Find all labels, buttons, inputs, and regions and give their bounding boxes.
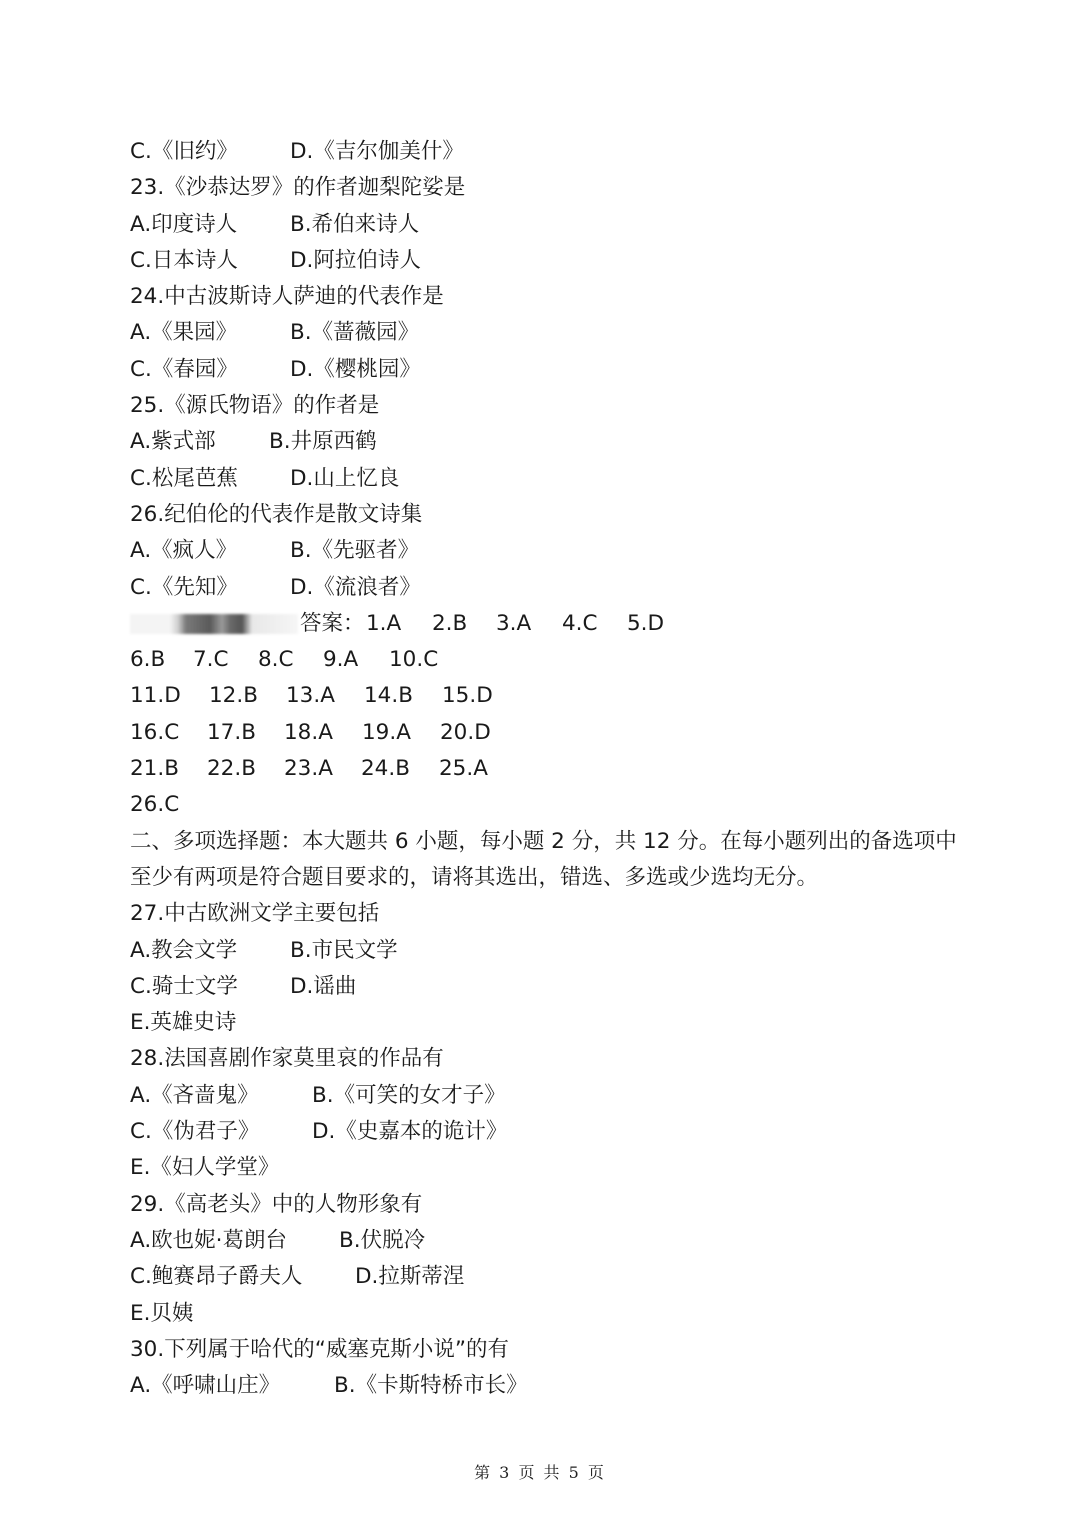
- option-line: [130, 1368, 970, 1404]
- option-b: D.《樱桃园》: [290, 356, 421, 382]
- answer-item: 11.D: [130, 683, 181, 709]
- option-b: D.山上忆良: [290, 465, 400, 491]
- question-26: 26.纪伯伦的代表作是散文诗集: [130, 501, 423, 527]
- option-b: D.《史嘉本的诡计》: [312, 1119, 508, 1145]
- answer-row: [130, 642, 970, 678]
- section-heading: 二、多项选择题：本大题共 6 小题，每小题 2 分，共 12 分。在每小题列出的备选项中: [130, 828, 957, 854]
- question-30: 30.下列属于哈代的“威塞克斯小说”的有: [130, 1336, 509, 1362]
- answer-item: 23.A: [284, 756, 333, 782]
- answer-item: 26.C: [130, 792, 180, 818]
- answer-item: 18.A: [284, 719, 333, 745]
- answer-item: 4.C: [562, 610, 598, 636]
- question-25: 25.《源氏物语》的作者是: [130, 393, 380, 419]
- option-a: C.松尾芭蕉: [130, 465, 238, 491]
- answer-item: 7.C: [193, 647, 229, 673]
- option-a: A.紫式部: [130, 429, 216, 455]
- answer-item: 14.B: [364, 683, 413, 709]
- answer-item: 15.D: [442, 683, 493, 709]
- answer-key-line: [130, 606, 970, 642]
- question-28: 28.法国喜剧作家莫里哀的作品有: [130, 1046, 444, 1072]
- option-e: E.《妇人学堂》: [130, 1155, 280, 1181]
- answer-item: 10.C: [389, 647, 439, 673]
- option-b: B.《卡斯特桥市长》: [334, 1373, 528, 1399]
- option-a: A.印度诗人: [130, 211, 238, 237]
- option-b: D.阿拉伯诗人: [290, 247, 421, 273]
- answer-item: 9.A: [323, 647, 359, 673]
- answer-item: 13.A: [286, 683, 335, 709]
- option-line: [130, 570, 970, 606]
- answer-row: [130, 787, 970, 823]
- option-b: B.希伯来诗人: [290, 211, 420, 237]
- answer-item: 2.B: [432, 610, 468, 636]
- answer-item: 8.C: [258, 647, 294, 673]
- option-line: [130, 933, 970, 969]
- answer-item: 5.D: [627, 610, 665, 636]
- answer-item: 17.B: [207, 719, 256, 745]
- option-line: [130, 1078, 970, 1114]
- option-a: C.《伪君子》: [130, 1119, 260, 1145]
- answer-item: 25.A: [439, 756, 488, 782]
- option-a: C.鲍赛昂子爵夫人: [130, 1264, 303, 1290]
- option-b: B.井原西鹤: [269, 429, 377, 455]
- option-b: D.《流浪者》: [290, 574, 421, 600]
- question-23: 23.《沙恭达罗》的作者迦梨陀娑是: [130, 175, 466, 201]
- option-line: [130, 352, 970, 388]
- answer-item: 3.A: [496, 610, 532, 636]
- option-line: [130, 1223, 970, 1259]
- option-a: A.《疯人》: [130, 538, 238, 564]
- option-line: [130, 1114, 970, 1150]
- answer-item: 19.A: [362, 719, 411, 745]
- option-a: A.《果园》: [130, 320, 238, 346]
- option-e: E.贝姨: [130, 1300, 194, 1326]
- option-line: [130, 243, 970, 279]
- option-line: [130, 424, 970, 460]
- option-line: [130, 134, 970, 170]
- option-b: B.市民文学: [290, 937, 398, 963]
- answer-row: [130, 715, 970, 751]
- question-24: 24.中古波斯诗人萨迪的代表作是: [130, 284, 444, 310]
- answer-item: 16.C: [130, 719, 180, 745]
- answer-key-label: 答案：: [300, 610, 365, 636]
- option-b: B.伏脱冷: [339, 1227, 426, 1253]
- answer-item: 1.A: [366, 610, 402, 636]
- option-a: C.《春园》: [130, 356, 238, 382]
- option-a: A.欧也妮·葛朗台: [130, 1227, 287, 1253]
- option-line: [130, 207, 970, 243]
- option-a: A.教会文学: [130, 937, 238, 963]
- question-29: 29.《高老头》中的人物形象有: [130, 1191, 423, 1217]
- option-line: [130, 315, 970, 351]
- option-line: [130, 1150, 970, 1186]
- page-footer: 第 3 页 共 5 页: [474, 1463, 606, 1482]
- document-page: [130, 134, 970, 1404]
- option-b: D.拉斯蒂涅: [355, 1264, 465, 1290]
- option-line: [130, 1005, 970, 1041]
- option-line: [130, 533, 970, 569]
- redacted-mark: [130, 614, 298, 634]
- question-27: 27.中古欧洲文学主要包括: [130, 901, 380, 927]
- option-a: C.《先知》: [130, 574, 238, 600]
- answer-item: 12.B: [209, 683, 258, 709]
- answer-item: 24.B: [361, 756, 410, 782]
- section-heading-cont: 至少有两项是符合题目要求的，请将其选出，错选、多选或少选均无分。: [130, 864, 819, 890]
- option-line: [130, 461, 970, 497]
- answer-item: 20.D: [440, 719, 491, 745]
- option-b: B.《蔷薇园》: [290, 320, 420, 346]
- option-a: C.《旧约》: [130, 139, 238, 164]
- option-b: D.《吉尔伽美什》: [290, 139, 464, 164]
- option-b: B.《可笑的女才子》: [312, 1082, 506, 1108]
- answer-item: 6.B: [130, 647, 166, 673]
- answer-row: [130, 678, 970, 714]
- answer-item: 21.B: [130, 756, 179, 782]
- option-a: C.日本诗人: [130, 247, 238, 273]
- option-e: E.英雄史诗: [130, 1010, 237, 1036]
- answer-item: 22.B: [207, 756, 256, 782]
- option-line: [130, 969, 970, 1005]
- option-a: C.骑士文学: [130, 973, 238, 999]
- option-a: A.《呼啸山庄》: [130, 1373, 281, 1399]
- option-b: D.谣曲: [290, 973, 357, 999]
- option-b: B.《先驱者》: [290, 538, 420, 564]
- answer-row: [130, 751, 970, 787]
- option-a: A.《吝啬鬼》: [130, 1082, 259, 1108]
- option-line: [130, 1259, 970, 1295]
- option-line: [130, 1296, 970, 1332]
